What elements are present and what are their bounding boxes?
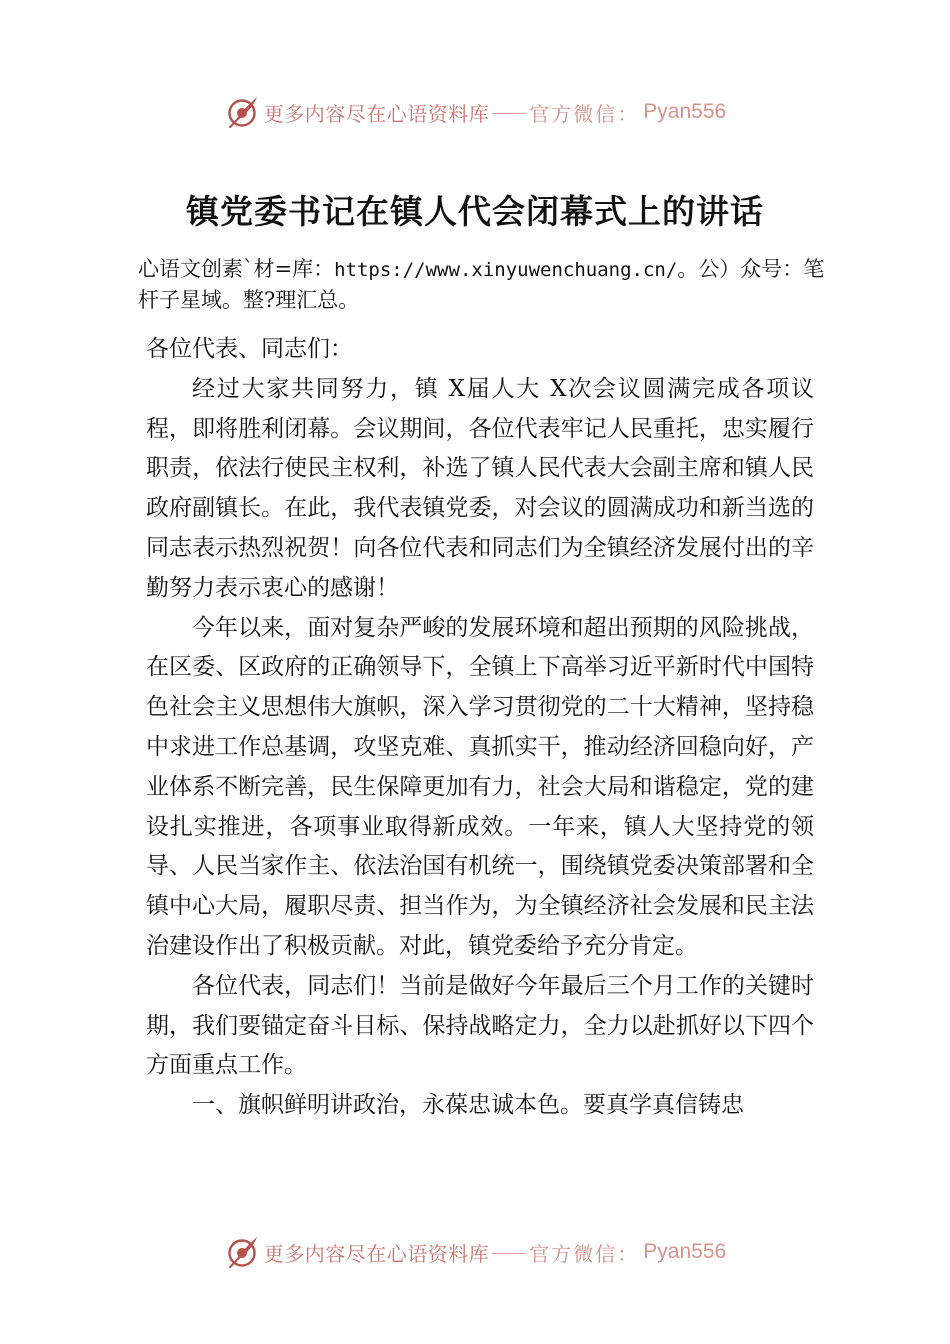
document-body [146,330,814,1126]
banner-wechat-label: 官方微信： [529,101,640,126]
paragraph-1: 经过大家共同努力，镇 X届人大 X次会议圆满完成各项议程，即将胜利闭幕。会议期间，各位代表牢记人民重托，忠实履行职责，依法行使民主权利，补选了镇人民代表大会副主席和镇人民政府副镇长。在此，我代表镇党委，对会议的圆满成功和新当选的同志表示热烈祝贺！向各位代表和同志们为全镇经济发展付出的辛勤努力表示衷心的感谢！ [146,375,814,601]
source-prefix: 心语文创素`材=库： [138,257,335,281]
quill-pen-logo-icon [224,94,260,130]
greeting: 各位代表、同志们： [146,336,353,362]
banner-main-text: 更多内容尽在心语资料库 [263,101,490,126]
source-url: https://www.xinyuwenchuang.cn/ [334,259,678,281]
banner-main-text: 更多内容尽在心语资料库 [263,1241,490,1266]
source-line [138,254,828,315]
banner-dash [492,113,526,114]
paragraph-4: 一、旗帜鲜明讲政治，永葆忠诚本色。要真学真信铸忠 [192,1092,744,1119]
footer-watermark-banner [0,1232,950,1272]
header-watermark-banner [0,92,950,132]
paragraph-2: 今年以来，面对复杂严峻的发展环境和超出预期的风险挑战，在区委、区政府的正确领导下，全镇上下高举习近平新时代中国特色社会主义思想伟大旗帜，深入学习贯彻党的二十大精神，坚持稳中求进工作总基调，攻坚克难、真抓实干，推动经济回稳向好，产业体系不断完善，民生保障更加有力，社会大局和谐稳定，党的建设扎实推进，各项事业取得新成效。一年来，镇人大坚持党的领导、人民当家作主、依法治国有机统一，围绕镇党委决策部署和全镇中心大局，履职尽责、担当作为，为全镇经济社会发展和民主法治建设作出了积极贡献。对此，镇党委给予充分肯定。 [146,614,814,959]
banner-wechat-id: Pyan556 [643,1240,727,1263]
banner-dash [492,1253,526,1254]
source-suffix: 。公）众号：笔杆子星域。整?理汇总。 [138,257,825,312]
document-title: 镇党委书记在镇人代会闭幕式上的讲话 [186,192,764,231]
banner-wechat-id: Pyan556 [643,100,727,123]
paragraph-3: 各位代表，同志们！当前是做好今年最后三个月工作的关键时期，我们要锚定奋斗目标、保持战略定力，全力以赴抓好以下四个方面重点工作。 [146,972,814,1079]
banner-wechat-label: 官方微信： [529,1241,640,1266]
quill-pen-logo-icon [224,1234,260,1270]
